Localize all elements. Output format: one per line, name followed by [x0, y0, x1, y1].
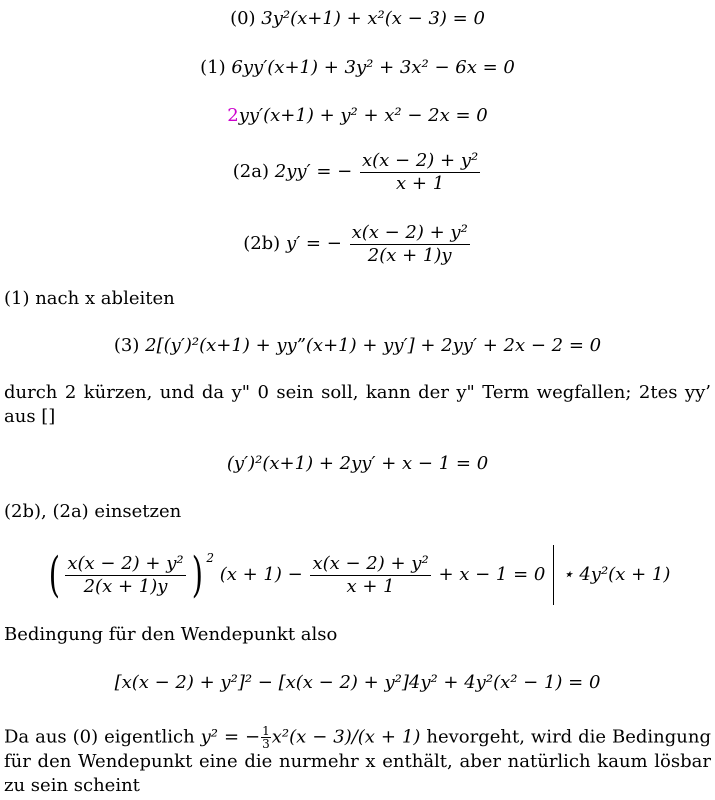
text-conclusion — [4, 725, 711, 798]
inline-fraction-numerator: 1 — [262, 724, 270, 738]
equation-2a-numerator: x(x − 2) + y² — [361, 149, 479, 171]
equation-5-fraction-1-numerator: x(x − 2) + y² — [67, 552, 184, 574]
equation-5-multiplier: ⋆ 4y²(x + 1) — [562, 564, 671, 585]
equation-5-middle: (x + 1) − — [219, 564, 303, 585]
inline-formula-lhs: y² = − — [200, 726, 261, 748]
equation-2a-fraction — [360, 151, 480, 194]
equation-5-exponent: 2 — [206, 551, 214, 565]
equation-5-fraction-1 — [65, 554, 185, 597]
equation-0-body: 3y²(x+1) + x²(x − 3) = 0 — [261, 8, 485, 29]
equation-2b-label: (2b) — [243, 233, 281, 254]
equation-0-label: (0) — [230, 8, 256, 29]
equation-6 — [0, 672, 715, 694]
equation-2a — [0, 150, 715, 194]
left-big-paren: ( — [48, 547, 60, 603]
equation-5-fraction-2 — [310, 554, 430, 597]
equation-4-body: (y′)²(x+1) + 2yy′ + x − 1 = 0 — [226, 453, 489, 474]
equation-0 — [0, 8, 715, 30]
equation-3 — [0, 335, 715, 357]
equation-5 — [0, 544, 715, 606]
text-conclusion-pre: Da aus (0) eigentlich — [4, 726, 201, 748]
text-condition: Bedingung für den Wendepunkt also — [4, 624, 338, 645]
equation-1-body: 6yy′(x+1) + 3y² + 3x² − 6x = 0 — [231, 57, 515, 78]
equation-2b-numerator: x(x − 2) + y² — [351, 221, 468, 243]
equation-2-mark: 2 — [227, 105, 239, 126]
equation-3-body: 2[(y′)²(x+1) + yy”(x+1) + yy′] + 2yy′ + 2x − 2 = 0 — [145, 335, 602, 356]
text-conclusion-post: hevorgeht, wird die Bedingung für den Wendepunkt eine die nurmehr x enthält, aber natürlich kaum lösbar zu sein scheint — [4, 726, 712, 796]
equation-1-label: (1) — [200, 57, 226, 78]
equation-2b — [0, 222, 715, 266]
equation-5-fraction-1-denominator: 2(x + 1)y — [83, 575, 168, 597]
text-shorten: durch 2 kürzen, und da y" 0 sein soll, kann der y" Term wegfallen; 2tes yy’ aus [] — [4, 382, 711, 427]
equation-2a-denominator: x + 1 — [396, 172, 445, 194]
text-derive: (1) nach x ableiten — [4, 288, 175, 309]
vertical-bar — [553, 545, 554, 605]
equation-5-fraction-2-numerator: x(x − 2) + y² — [312, 552, 429, 574]
right-big-paren: ) — [191, 547, 203, 603]
equation-5-fraction-2-denominator: x + 1 — [346, 575, 395, 597]
equation-4 — [0, 453, 715, 475]
equation-2-body: yy′(x+1) + y² + x² − 2x = 0 — [238, 105, 488, 126]
equation-2a-label: (2a) — [232, 161, 270, 182]
equation-2 — [0, 105, 715, 127]
equation-5-tail: + x − 1 = 0 — [438, 564, 546, 585]
equation-3-label: (3) — [113, 335, 140, 356]
inline-fraction — [261, 725, 271, 750]
inline-fraction-denominator: 3 — [262, 737, 270, 751]
equation-2b-denominator: 2(x + 1)y — [367, 244, 452, 266]
equation-6-body: [x(x − 2) + y²]² − [x(x − 2) + y²]4y² + 4y²(x² − 1) = 0 — [114, 672, 601, 693]
equation-1 — [0, 57, 715, 79]
equation-2b-fraction — [350, 223, 470, 266]
inline-formula-rhs: x²(x − 3)/(x + 1) — [271, 726, 421, 748]
equation-2b-lhs: y′ = − — [285, 233, 342, 254]
equation-2a-lhs: 2yy′ = − — [274, 161, 353, 182]
text-substitute: (2b), (2a) einsetzen — [4, 501, 182, 522]
